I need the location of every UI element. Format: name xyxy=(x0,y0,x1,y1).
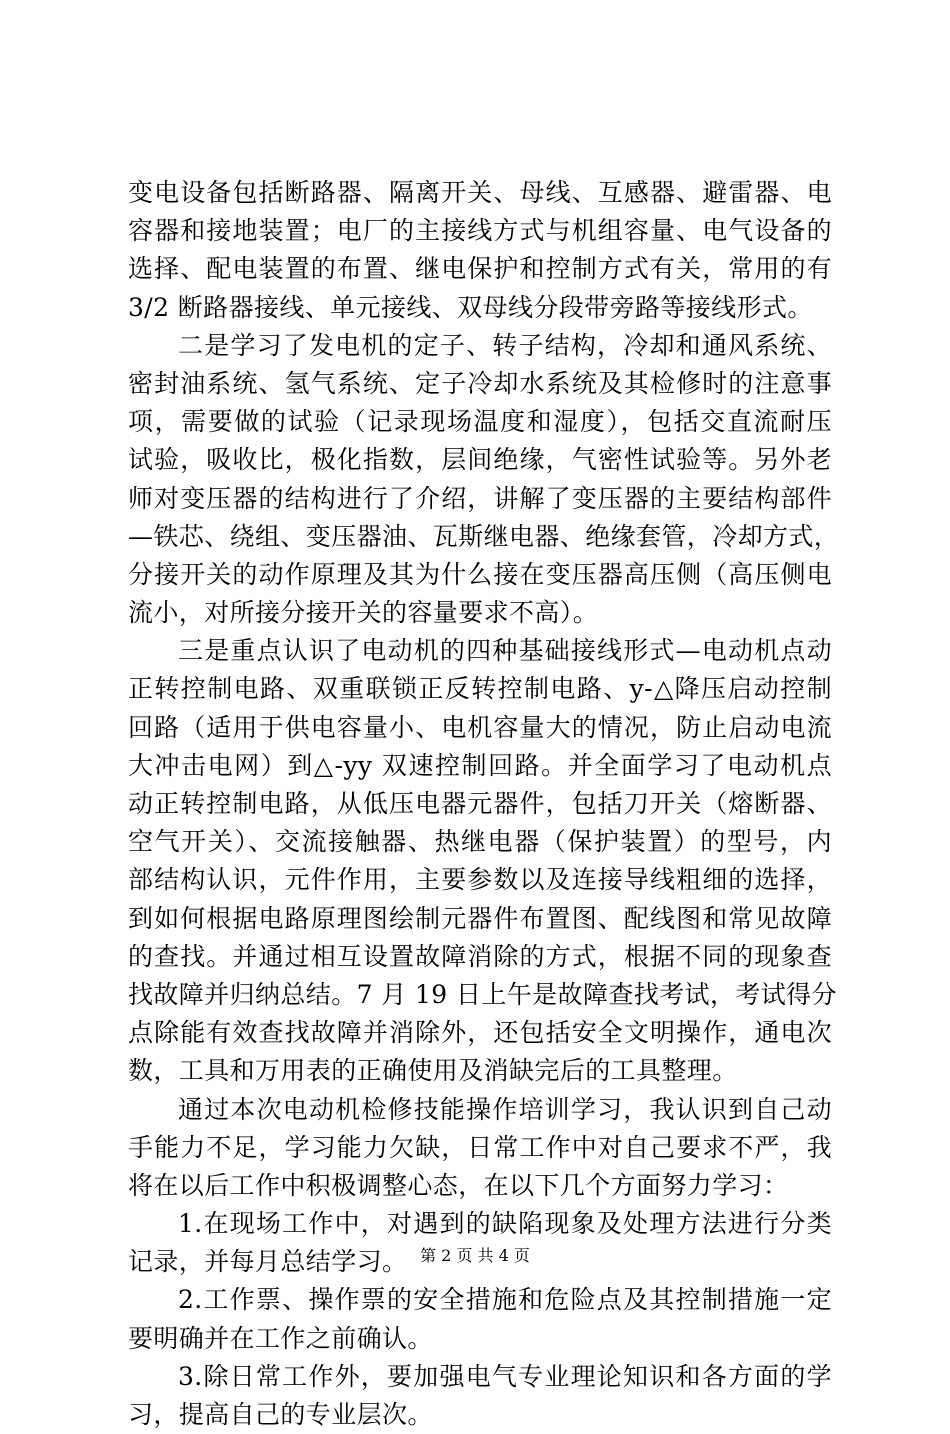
text-line: 部结构认识，元件作用，主要参数以及连接导线粗细的选择， xyxy=(128,865,832,895)
text-line: 习，提高自己的专业层次。 xyxy=(128,1400,433,1429)
text-line: 空气开关）、交流接触器、热继电器（保护装置）的型号，内 xyxy=(128,827,832,857)
page-footer: 第 2 页 共 4 页 xyxy=(420,1246,530,1265)
text-line: 动正转控制电路，从低压电器元器件，包括刀开关（熔断器、 xyxy=(128,789,832,818)
text-line: —铁芯、绕组、变压器油、瓦斯继电器、绝缘套管，冷却方式， xyxy=(128,521,840,551)
text-line: 3.除日常工作外，要加强电气专业理论知识和各方面的学 xyxy=(178,1361,832,1391)
text-line: 师对变压器的结构进行了介绍，讲解了变压器的主要结构部件 xyxy=(128,483,832,513)
text-line: 流小，对所接分接开关的容量要求不高）。 xyxy=(128,598,599,628)
text-line: 记录，并每月总结学习。 xyxy=(128,1247,408,1277)
text-line: 分接开关的动作原理及其为什么接在变压器高压侧（高压侧电 xyxy=(128,559,832,589)
text-line: 变电设备包括断路器、隔离开关、母线、互感器、避雷器、电 xyxy=(128,178,832,207)
text-line: 要明确并在工作之前确认。 xyxy=(128,1323,433,1353)
text-line: 3/2 断路器接线、单元接线、双母线分段带旁路等接线形式。 xyxy=(128,292,813,322)
text-line: 试验，吸收比，极化指数，层间绝缘，气密性试验等。另外老 xyxy=(128,445,832,475)
text-line: 点除能有效查找故障并消除外，还包括安全文明操作，通电次 xyxy=(128,1018,832,1048)
text-line: 手能力不足，学习能力欠缺，日常工作中对自己要求不严，我 xyxy=(128,1132,832,1162)
text-line: 1.在现场工作中，对遇到的缺陷现象及处理方法进行分类 xyxy=(178,1209,832,1239)
text-line: 的查找。并通过相互设置故障消除的方式，根据不同的现象查 xyxy=(128,941,832,971)
document-body xyxy=(128,174,840,1434)
text-line: 2.工作票、操作票的安全措施和危险点及其控制措施一定 xyxy=(178,1285,832,1315)
text-line: 选择、配电装置的布置、继电保护和控制方式有关，常用的有 xyxy=(128,254,832,284)
text-line: 大冲击电网）到△-yy 双速控制回路。并全面学习了电动机点 xyxy=(128,750,832,780)
text-line: 正转控制电路、双重联锁正反转控制电路、y-△降压启动控制 xyxy=(128,674,832,704)
text-line: 三是重点认识了电动机的四种基础接线形式—电动机点动 xyxy=(178,636,832,666)
text-line: 容器和接地装置；电厂的主接线方式与机组容量、电气设备的 xyxy=(128,216,832,246)
text-line: 将在以后工作中积极调整心态，在以下几个方面努力学习： xyxy=(128,1170,789,1200)
text-line: 到如何根据电路原理图绘制元器件布置图、配线图和常见故障 xyxy=(128,903,832,933)
text-line: 密封油系统、氢气系统、定子冷却水系统及其检修时的注意事 xyxy=(128,368,832,398)
text-line: 二是学习了发电机的定子、转子结构，冷却和通风系统、 xyxy=(178,330,832,360)
text-line: 回路（适用于供电容量小、电机容量大的情况，防止启动电流 xyxy=(128,712,832,742)
text-line: 项，需要做的试验（记录现场温度和湿度），包括交直流耐压 xyxy=(128,407,832,437)
text-line: 数，工具和万用表的正确使用及消缺完后的工具整理。 xyxy=(128,1056,738,1086)
text-line: 通过本次电动机检修技能操作培训学习，我认识到自己动 xyxy=(178,1094,832,1124)
text-line: 找故障并归纳总结。7 月 19 日上午是故障查找考试，考试得分 xyxy=(128,979,837,1009)
